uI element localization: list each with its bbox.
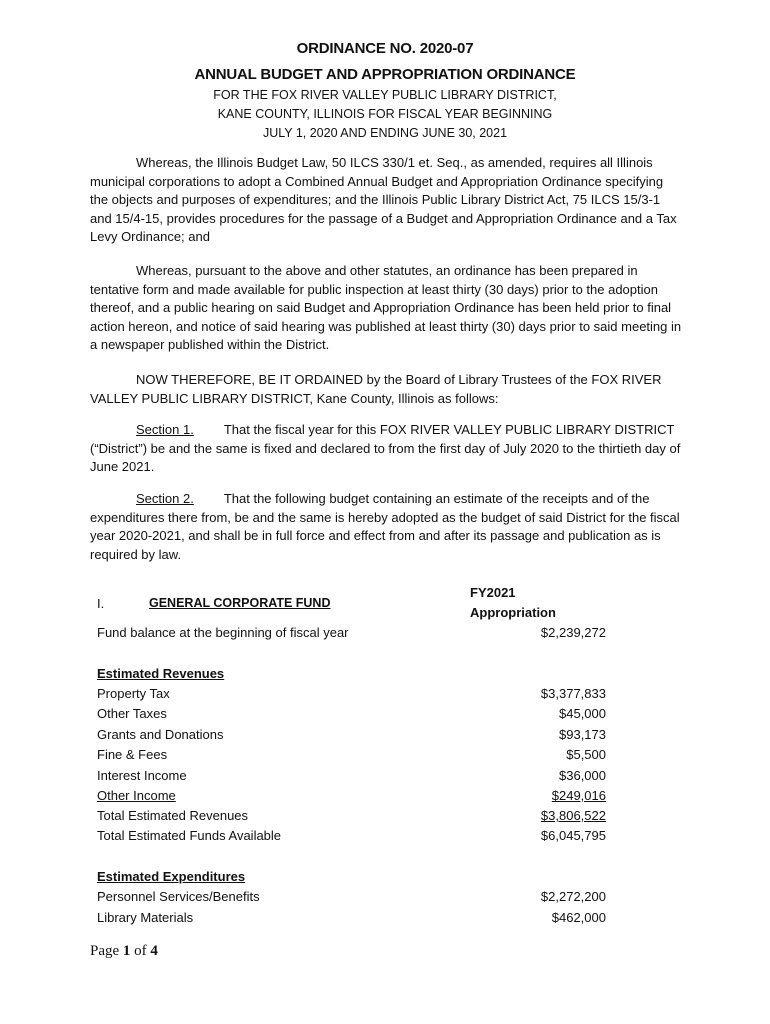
revenue-label: Other Taxes bbox=[97, 706, 167, 721]
paragraph-text: Whereas, pursuant to the above and other statutes, an ordinance has been prepared in tentative form and made available for public inspection at least thirty (30 days) prior to the adoption thereof, and a public hearing on said Budget and Appropriation Ordinance has been held prior to final action hereon, and notice of said hearing was published at least thirty (30) days prior to said meeting in a newspaper published within the District. bbox=[90, 263, 682, 353]
whereas-paragraph-1 bbox=[90, 154, 682, 247]
whereas-paragraph-2 bbox=[90, 262, 682, 355]
column-header-appropriation: Appropriation bbox=[470, 605, 556, 620]
revenue-value: $36,000 bbox=[559, 768, 606, 783]
paragraph-text: NOW THEREFORE, BE IT ORDAINED by the Board of Library Trustees of the FOX RIVER VALLEY PUBLIC LIBRARY DISTRICT, Kane County, Illinois as follows: bbox=[90, 372, 662, 406]
page-word: Page bbox=[90, 943, 120, 959]
header-line-3: JULY 1, 2020 AND ENDING JUNE 30, 2021 bbox=[262, 126, 508, 140]
page-total: 4 bbox=[150, 943, 158, 959]
ordained-paragraph bbox=[90, 371, 682, 408]
revenue-label: Fine & Fees bbox=[97, 747, 168, 762]
revenue-label: Property Tax bbox=[97, 686, 170, 701]
section-2-label: Section 2. bbox=[136, 491, 194, 506]
page-number bbox=[90, 943, 158, 960]
expenditure-value: $2,272,200 bbox=[540, 889, 606, 904]
revenue-value: $5,500 bbox=[566, 747, 606, 762]
revenue-value: $249,016 bbox=[551, 788, 606, 803]
section-2 bbox=[90, 490, 682, 564]
revenue-label: Other Income bbox=[97, 788, 176, 803]
column-header-year: FY2021 bbox=[470, 585, 516, 600]
revenue-value: $45,000 bbox=[559, 706, 606, 721]
section-1-label: Section 1. bbox=[136, 422, 194, 437]
revenue-value: $3,377,833 bbox=[540, 686, 606, 701]
total-revenues-value: $3,806,522 bbox=[540, 808, 606, 823]
ordinance-subtitle: ANNUAL BUDGET AND APPROPRIATION ORDINANCE bbox=[194, 66, 576, 83]
revenues-heading: Estimated Revenues bbox=[97, 666, 225, 681]
paragraph-text: Whereas, the Illinois Budget Law, 50 ILCS 330/1 et. Seq., as amended, requires all Illinois municipal corporations to adopt a Combined Annual Budget and Appropriation Ordinance specifying the objects and purposes of expenditures; and the Illinois Public Library District Act, 75 ILCS 15/3-1 and 15/4-15, provides procedures for the passage of a Budget and Appropriation Ordinance and a Tax Levy Ordinance; and bbox=[90, 155, 677, 245]
section-2-text: That the following budget containing an estimate of the receipts and of the expenditures there from, be and the same is hereby adopted as the budget of said District for the fiscal year 2020-2021, and shall be in full force and effect from and after its passage and publication as is required by law. bbox=[90, 491, 680, 562]
expenditures-heading: Estimated Expenditures bbox=[97, 869, 246, 884]
of-word: of bbox=[134, 943, 147, 959]
expenditure-value: $462,000 bbox=[551, 910, 606, 925]
header-line-1: FOR THE FOX RIVER VALLEY PUBLIC LIBRARY DISTRICT, bbox=[213, 88, 557, 102]
fund-name: GENERAL CORPORATE FUND bbox=[149, 596, 331, 610]
fund-balance-label: Fund balance at the beginning of fiscal year bbox=[97, 625, 349, 640]
section-1-text: That the fiscal year for this FOX RIVER VALLEY PUBLIC LIBRARY DISTRICT (“District”) be and the same is fixed and declared to from the first day of July 2020 to the thirtieth day of June 2021. bbox=[90, 422, 681, 475]
header-line-2: KANE COUNTY, ILLINOIS FOR FISCAL YEAR BEGINNING bbox=[217, 107, 553, 121]
fund-balance-value: $2,239,272 bbox=[540, 625, 606, 640]
expenditure-label: Library Materials bbox=[97, 910, 194, 925]
expenditure-label: Personnel Services/Benefits bbox=[97, 889, 260, 904]
page-current: 1 bbox=[122, 943, 131, 959]
fund-number: I. bbox=[97, 596, 105, 611]
section-1 bbox=[90, 421, 682, 477]
ordinance-title: ORDINANCE NO. 2020-07 bbox=[296, 40, 474, 57]
total-funds-label: Total Estimated Funds Available bbox=[97, 828, 282, 843]
revenue-label: Interest Income bbox=[97, 768, 187, 783]
total-funds-value: $6,045,795 bbox=[540, 828, 606, 843]
total-revenues-label: Total Estimated Revenues bbox=[97, 808, 249, 823]
revenue-value: $93,173 bbox=[559, 727, 606, 742]
revenue-label: Grants and Donations bbox=[97, 727, 224, 742]
